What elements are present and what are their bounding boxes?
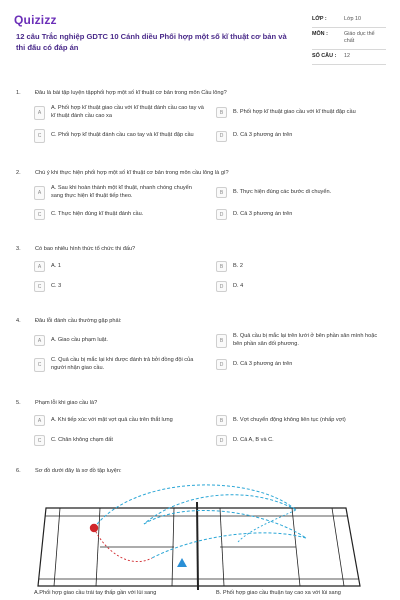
question-text: Đâu lỗi đánh cầu thường gặp phải:: [35, 318, 122, 324]
question-text: Phạm lỗi khi giao cầu là?: [35, 400, 98, 406]
option-letter-box: B: [216, 187, 227, 198]
option-text: B. Thực hiện đúng các bước di chuyển.: [233, 188, 332, 195]
shuttle-path: [94, 485, 296, 528]
option-letter-box: A: [34, 106, 45, 120]
option-b[interactable]: [216, 590, 386, 598]
question-text: Có bao nhiêu hình thức tổ chức thi đấu?: [35, 246, 136, 252]
option-letter-box: B: [216, 107, 227, 118]
court-outline: [38, 508, 360, 586]
option-text: B. Vợt chuyển động không liên tục (nhấp vợt): [233, 416, 346, 423]
question-5: [16, 400, 386, 446]
meta-value: Lớp 10: [344, 16, 362, 22]
badminton-court-diagram: [34, 480, 364, 590]
shuttle-path: [144, 510, 306, 538]
question-4: [16, 318, 386, 372]
option-c[interactable]: [34, 281, 204, 292]
question-text: Đâu là bài tập luyện tậpphối hợp một số kĩ thuật cơ bản trong môn Cầu lông?: [35, 90, 227, 96]
option-letter-box: B: [216, 415, 227, 426]
option-d[interactable]: [216, 435, 386, 446]
option-b[interactable]: [216, 105, 386, 120]
option-c[interactable]: [34, 129, 204, 143]
option-letter-box: D: [216, 209, 227, 220]
option-b[interactable]: [216, 185, 386, 200]
court-line: [96, 508, 100, 586]
question-text: Chú ý khi thực hiện phối hợp một số kĩ thuật cơ bản trong môn cầu lông là gì?: [35, 170, 229, 176]
option-letter-box: C: [34, 358, 45, 372]
option-letter-box: A: [34, 261, 45, 272]
option-d[interactable]: [216, 209, 386, 220]
meta-value: 12: [344, 53, 350, 59]
meta-row-subject: [312, 28, 386, 50]
option-text: D. 4: [233, 282, 244, 289]
option-text: C. Thực hiện đúng kĩ thuật đánh cầu.: [51, 210, 144, 217]
shuttle-path: [152, 533, 306, 558]
option-d[interactable]: [216, 357, 386, 372]
option-text: B. Phối hợp giao cầu thuận tay cao xa với lùi sang: [216, 590, 341, 596]
meta-row-class: [312, 13, 386, 28]
option-letter-box: C: [34, 435, 45, 446]
option-text: B. Quả cầu bị mắc lại trên lưới ở bên phần sân mình hoặc bên phần sân đối phương.: [233, 333, 378, 347]
meta-value: Giáo dục thể chất: [344, 31, 375, 44]
meta-key: LỚP :: [312, 16, 327, 22]
court-line: [54, 508, 60, 586]
option-letter-box: A: [34, 186, 45, 200]
player-red-marker: [90, 524, 98, 532]
option-d[interactable]: [216, 129, 386, 143]
meta-key: MÔN :: [312, 31, 328, 37]
question-6: [16, 468, 386, 474]
option-text: D. Cả 3 phương án trên: [233, 210, 293, 217]
option-letter-box: C: [34, 209, 45, 220]
option-a[interactable]: [34, 105, 204, 120]
option-letter-box: D: [216, 131, 227, 142]
option-a[interactable]: [34, 333, 204, 348]
question-2: [16, 170, 386, 220]
option-text: A. Khi tiếp xúc với mặt vợt quả cầu trên thắt lưng: [51, 416, 173, 423]
option-text: A. Phối hợp kĩ thuật giao cầu với kĩ thuật đánh cầu cao tay và kĩ thuật đánh cầu cao xa: [51, 105, 204, 119]
question-number: 1.: [16, 90, 21, 96]
player-blue-marker: [177, 558, 187, 567]
option-letter-box: C: [34, 281, 45, 292]
question-1: [16, 90, 386, 143]
option-d[interactable]: [216, 281, 386, 292]
option-a[interactable]: [34, 415, 204, 426]
meta-key: SỐ CÂU :: [312, 53, 337, 59]
question-number: 6.: [16, 468, 21, 474]
option-letter-box: C: [34, 129, 45, 143]
option-letter-box: A: [34, 335, 45, 346]
option-c[interactable]: [34, 435, 204, 446]
option-text: A. Sau khi hoàn thành một kĩ thuật, nhanh chóng chuyển sang thực hiện kĩ thuật tiếp theo.: [51, 185, 192, 199]
option-text: D. Cả 3 phương án trên: [233, 132, 293, 139]
option-b[interactable]: [216, 333, 386, 348]
option-letter-box: B: [216, 261, 227, 272]
option-letter-box: D: [216, 435, 227, 446]
quizizz-logo: Quizizz: [14, 13, 57, 27]
option-letter-box: D: [216, 281, 227, 292]
question-number: 3.: [16, 246, 21, 252]
question-number: 4.: [16, 318, 21, 324]
meta-row-count: [312, 50, 386, 65]
meta-panel: [312, 13, 386, 65]
option-a[interactable]: [34, 590, 204, 598]
option-text: C. Quả cầu bị mắc lại khi được đánh trả bởi đồng đội của người nhận giao cầu.: [51, 357, 194, 371]
option-text: A. 1: [51, 262, 61, 269]
question-number: 2.: [16, 170, 21, 176]
option-a[interactable]: [34, 185, 204, 200]
question-number: 5.: [16, 400, 21, 406]
option-letter-box: D: [216, 359, 227, 370]
option-text: B. Phối hợp kĩ thuật giao cầu với kĩ thuật đập cầu: [233, 108, 356, 115]
option-text: C. Chân không chạm đất: [51, 436, 113, 443]
option-c[interactable]: [34, 209, 204, 220]
option-text: A. Giao cầu phạm luật.: [51, 336, 108, 343]
option-text: D. Cả A, B và C.: [233, 436, 274, 443]
net-line: [197, 502, 198, 590]
option-letter-box: A: [34, 415, 45, 426]
option-c[interactable]: [34, 357, 204, 372]
option-text: A.Phối hợp giao cầu trái tay thấp gần với lùi sang: [34, 590, 157, 596]
question-text: Sơ đồ dưới đây là sơ đồ tập luyện:: [35, 468, 122, 474]
movement-path: [94, 528, 152, 562]
option-text: C. 3: [51, 282, 62, 289]
option-text: D. Cả 3 phương án trên: [233, 360, 293, 367]
option-letter-box: B: [216, 334, 227, 348]
option-text: C. Phối hợp kĩ thuật đánh cầu cao tay và kĩ thuật đập cầu: [51, 132, 194, 139]
option-b[interactable]: [216, 415, 386, 426]
option-a[interactable]: [34, 261, 204, 272]
option-b[interactable]: [216, 261, 386, 272]
option-text: B. 2: [233, 262, 243, 269]
document-title: 12 câu Trắc nghiệp GDTC 10 Cánh diều Phối hợp một số kĩ thuật cơ bản và thi đấu có đáp án: [16, 32, 287, 52]
question-3: [16, 246, 386, 292]
court-line: [332, 508, 344, 586]
question-6-options: [34, 590, 386, 598]
